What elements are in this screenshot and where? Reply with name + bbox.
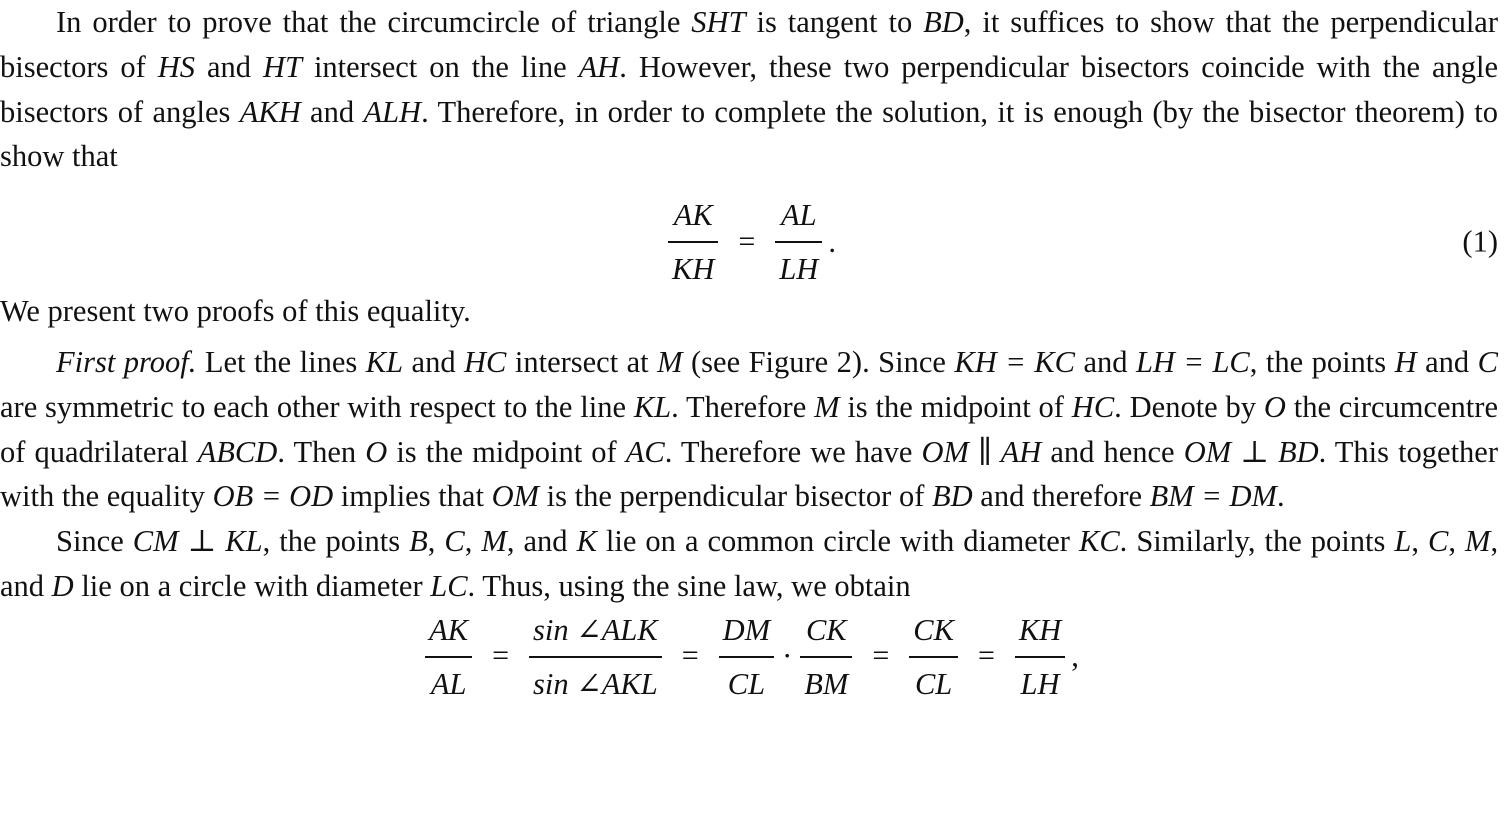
text-run: , the points [1249, 344, 1395, 379]
text-run: . However, these two perpendicular bisectors coincide with the angle bisectors of angles [0, 49, 1499, 129]
fraction-kh-lh [1015, 608, 1065, 706]
text-run: implies that [333, 479, 492, 514]
math-inline: HC [1071, 389, 1115, 424]
text-run: lie on a common circle with diameter [596, 524, 1079, 559]
math-inline: O [365, 434, 388, 469]
text-run: We present two proofs of this equality. [0, 294, 471, 329]
math-inline: C [1428, 524, 1449, 559]
denominator: AL [430, 666, 467, 701]
denominator: KH [672, 252, 715, 287]
text-run: In order to prove that the circumcircle of triangle [56, 5, 692, 39]
math-inline: LC [430, 568, 468, 603]
text-run: , and [0, 524, 1499, 603]
paragraph-3 [0, 340, 1498, 519]
math-inline: HC [464, 344, 507, 379]
fraction-ck-bm [800, 608, 852, 706]
text-run: , the points [262, 524, 410, 559]
text-run: , [1411, 524, 1429, 559]
denominator: CL [914, 666, 953, 701]
text-run: . Therefore [671, 389, 815, 424]
denominator: BM [804, 666, 849, 701]
math-inline: CM ⊥ KL [132, 524, 263, 559]
text-run: , [427, 524, 445, 559]
math-inline: KC [1078, 524, 1120, 559]
text-run: and [300, 94, 364, 129]
math-inline: M [1465, 524, 1491, 559]
text-run: , it suffices to show that the perpendicular bisectors of [0, 5, 1498, 84]
text-run: is the midpoint of [839, 389, 1072, 424]
equation-punctuation: , [1071, 639, 1079, 674]
math-inline: O [1263, 389, 1286, 424]
text-run: and [1416, 344, 1478, 379]
equals-sign: = [872, 639, 890, 673]
text-run: and hence [1041, 434, 1184, 469]
text-run: intersect at [506, 344, 658, 379]
math-inline: ABCD [197, 434, 278, 469]
math-inline: M [481, 524, 507, 559]
equation-punctuation: . [828, 224, 836, 259]
numerator: KH [1018, 612, 1062, 647]
math-inline: KL [365, 344, 404, 379]
fraction-sine-ratio [529, 608, 662, 706]
math-inline: M [657, 344, 683, 379]
math-inline: L [1394, 524, 1412, 559]
math-inline: OM [491, 479, 540, 514]
fraction-dm-cl [719, 608, 774, 706]
fraction-ak-kh [668, 193, 718, 291]
text-run: intersect on the line [301, 49, 579, 84]
math-inline: OM ⊥ BD [1183, 434, 1319, 469]
denominator: LH [779, 252, 819, 287]
equals-sign: = [492, 639, 510, 673]
text-run: (see Figure 2). Since [682, 344, 955, 379]
text-run: and [1074, 344, 1136, 379]
fraction-ak-al [425, 608, 472, 706]
numerator: sin ∠ALK [533, 612, 658, 647]
text-run: Since [56, 524, 133, 559]
numerator: CK [913, 612, 954, 647]
numerator: CK [805, 612, 847, 647]
denominator: CL [727, 666, 766, 701]
math-inline: BM = DM [1149, 479, 1277, 514]
math-inline: H [1394, 344, 1417, 379]
math-inline: C [1477, 344, 1498, 379]
denominator: LH [1020, 666, 1060, 701]
text-run: is the midpoint of [387, 434, 626, 469]
equals-sign: = [977, 639, 995, 673]
text-run: , [1448, 524, 1466, 559]
math-inline: OM ∥ AH [921, 434, 1042, 469]
math-inline: M [814, 389, 840, 424]
math-inline: BD [923, 5, 964, 39]
math-inline: KH = KC [954, 344, 1075, 379]
fraction-ck-cl [909, 608, 958, 706]
math-inline: C [444, 524, 465, 559]
text-run: are symmetric to each other with respect to the line [0, 389, 634, 424]
math-inline: HS [157, 49, 196, 84]
text-run: lie on a circle with diameter [73, 568, 431, 603]
text-run: and [195, 49, 263, 84]
math-inline: AKH [239, 94, 301, 129]
equals-sign: = [738, 224, 756, 258]
math-inline: BD [932, 479, 973, 514]
text-run: . Then [277, 434, 366, 469]
math-inline: HT [262, 49, 302, 84]
numerator: AL [781, 198, 817, 233]
numerator: AK [429, 612, 469, 647]
text-run: is the perpendicular bisector of [539, 479, 932, 514]
proof-heading: First proof. [56, 344, 197, 379]
math-inline: B [409, 524, 428, 559]
math-inline: D [51, 568, 74, 603]
fraction-al-lh [775, 193, 822, 291]
equation-1 [0, 177, 1498, 307]
math-inline: ALH [363, 94, 422, 129]
numerator: AK [673, 198, 713, 233]
text-run: , and [506, 524, 577, 559]
text-run: . This together with the equality [0, 434, 1499, 514]
text-run: . Thus, using the sine law, we obtain [467, 568, 911, 603]
math-inline: KL [633, 389, 672, 424]
text-run: . [1276, 479, 1285, 514]
numerator: DM [722, 612, 771, 647]
text-run: . Similarly, the points [1119, 524, 1395, 559]
equation-2 [0, 603, 1498, 711]
math-inline: AH [578, 49, 620, 84]
equals-sign: = [681, 639, 699, 673]
math-inline: OB = OD [212, 479, 334, 514]
text-run: is tangent to [745, 5, 924, 39]
multiplication-dot: · [782, 639, 793, 674]
paragraph-1 [0, 0, 1498, 179]
paragraph-4 [0, 519, 1498, 609]
text-run: the circumcentre of quadrilateral [0, 389, 1498, 469]
text-run: and [403, 344, 465, 379]
math-inline: K [576, 524, 597, 559]
math-inline: AC [625, 434, 665, 469]
math-inline: LH = LC [1135, 344, 1250, 379]
equation-number: (1) [1462, 224, 1498, 259]
text-run: . Therefore, in order to complete the solution, it is enough (by the bisector theorem) to show that [0, 94, 1498, 174]
denominator: sin ∠AKL [533, 666, 658, 701]
math-inline: SHT [691, 5, 746, 39]
text-run: Let the lines [196, 344, 366, 379]
text-run: . Therefore we have [664, 434, 922, 469]
text-run: and therefore [972, 479, 1150, 514]
text-run: , [464, 524, 482, 559]
text-run: . Denote by [1114, 389, 1264, 424]
